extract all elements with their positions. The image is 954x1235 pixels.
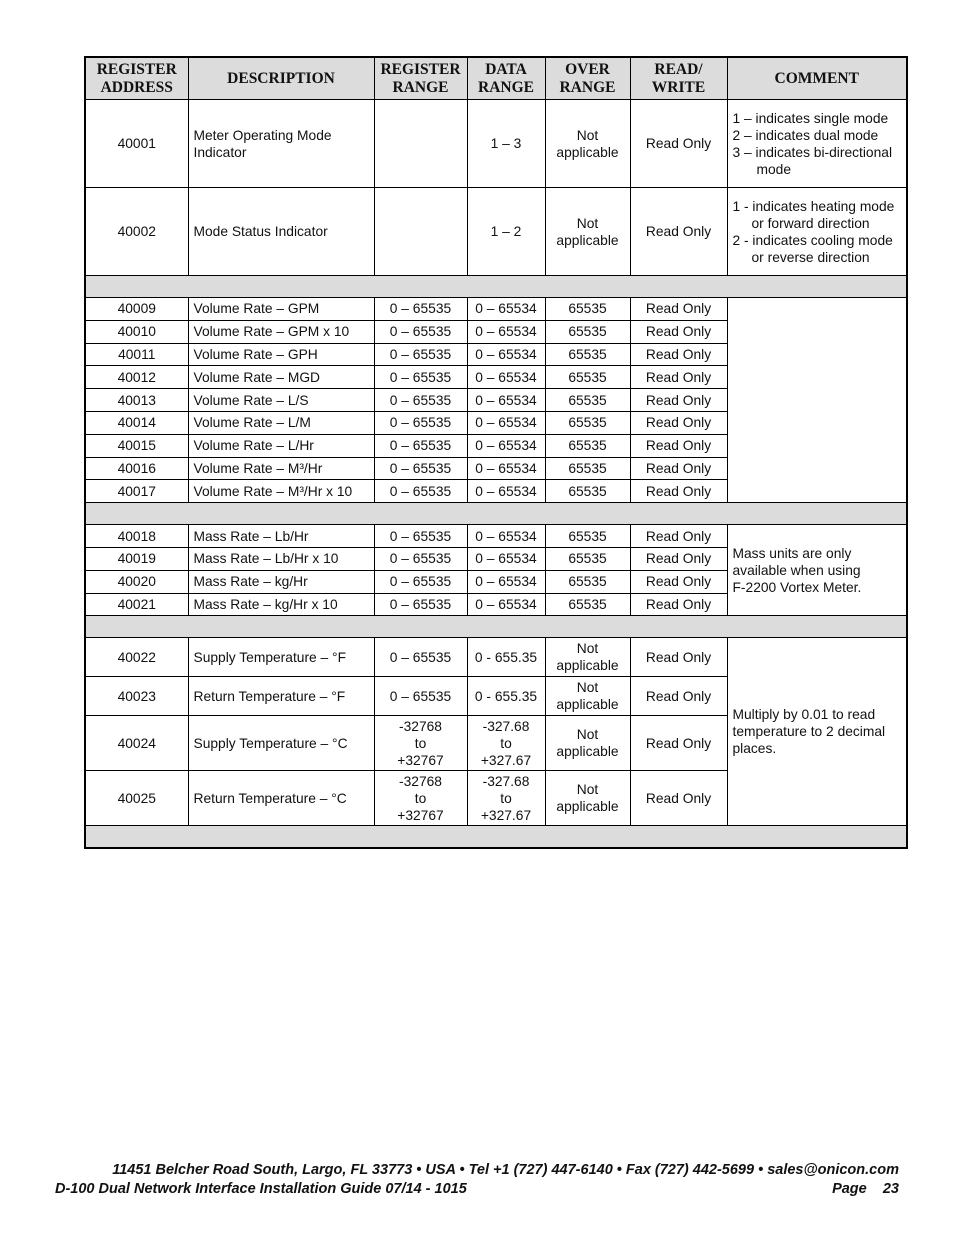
cell-description: Volume Rate – MGD: [188, 366, 374, 389]
cell-read-write: Read Only: [630, 638, 727, 677]
cell-address: 40002: [85, 188, 188, 276]
cell-over-range: Not applicable: [545, 638, 630, 677]
cell-register-range: 0 – 65535: [374, 411, 467, 434]
cell-address: 40001: [85, 100, 188, 188]
header-register-range: REGISTER RANGE: [374, 57, 467, 100]
header-over-range: OVER RANGE: [545, 57, 630, 100]
cell-description: Mode Status Indicator: [188, 188, 374, 276]
cell-description: Mass Rate – kg/Hr x 10: [188, 593, 374, 616]
table-row: [85, 188, 907, 276]
cell-read-write: Read Only: [630, 188, 727, 276]
cell-data-range: 0 – 65534: [467, 298, 545, 321]
cell-read-write: Read Only: [630, 480, 727, 503]
footer-document-title: D-100 Dual Network Interface Installation Guide 07/14 - 1015: [55, 1181, 467, 1197]
footer-page: [832, 1181, 899, 1197]
table-row: [85, 298, 907, 321]
cell-address: 40011: [85, 343, 188, 366]
cell-description: Mass Rate – Lb/Hr: [188, 525, 374, 548]
cell-data-range: 0 – 65534: [467, 457, 545, 480]
cell-data-range: 0 - 655.35: [467, 638, 545, 677]
cell-description: Supply Temperature – °C: [188, 716, 374, 771]
cell-register-range: [374, 100, 467, 188]
footer-contact: 11451 Belcher Road South, Largo, FL 33773 • USA • Tel +1 (727) 447-6140 • Fax (727) 442-5699 • sales@onicon.com: [112, 1162, 899, 1178]
cell-data-range: 0 – 65534: [467, 411, 545, 434]
cell-read-write: Read Only: [630, 298, 727, 321]
cell-data-range: 0 – 65534: [467, 389, 545, 412]
cell-read-write: Read Only: [630, 716, 727, 771]
cell-register-range: 0 – 65535: [374, 320, 467, 343]
section-separator: [85, 616, 907, 638]
cell-register-range: 0 – 65535: [374, 366, 467, 389]
cell-address: 40021: [85, 593, 188, 616]
cell-read-write: Read Only: [630, 525, 727, 548]
cell-read-write: Read Only: [630, 100, 727, 188]
table-row: [85, 100, 907, 188]
cell-data-range: 0 - 655.35: [467, 677, 545, 716]
cell-comment-mass: Mass units are only available when using F-2200 Vortex Meter.: [727, 525, 907, 616]
header-read-write: READ/ WRITE: [630, 57, 727, 100]
cell-description: Volume Rate – GPH: [188, 343, 374, 366]
cell-register-range: 0 – 65535: [374, 677, 467, 716]
cell-description: Volume Rate – GPM: [188, 298, 374, 321]
cell-over-range: 65535: [545, 366, 630, 389]
cell-address: 40024: [85, 716, 188, 771]
cell-description: Volume Rate – L/S: [188, 389, 374, 412]
cell-over-range: Not applicable: [545, 716, 630, 771]
cell-description: Volume Rate – M³/Hr: [188, 457, 374, 480]
header-description: DESCRIPTION: [188, 57, 374, 100]
cell-register-range: -32768 to +32767: [374, 771, 467, 826]
cell-read-write: Read Only: [630, 457, 727, 480]
cell-data-range: -327.68 to +327.67: [467, 771, 545, 826]
cell-over-range: 65535: [545, 298, 630, 321]
page-label: Page: [832, 1181, 867, 1197]
cell-over-range: Not applicable: [545, 771, 630, 826]
cell-description: Supply Temperature – °F: [188, 638, 374, 677]
cell-address: 40017: [85, 480, 188, 503]
cell-data-range: 1 – 2: [467, 188, 545, 276]
cell-register-range: 0 – 65535: [374, 298, 467, 321]
cell-read-write: Read Only: [630, 366, 727, 389]
section-separator: [85, 503, 907, 525]
cell-read-write: Read Only: [630, 547, 727, 570]
cell-register-range: 0 – 65535: [374, 547, 467, 570]
cell-address: 40025: [85, 771, 188, 826]
cell-over-range: 65535: [545, 320, 630, 343]
cell-register-range: 0 – 65535: [374, 343, 467, 366]
cell-read-write: Read Only: [630, 570, 727, 593]
cell-read-write: Read Only: [630, 343, 727, 366]
cell-read-write: Read Only: [630, 411, 727, 434]
cell-description: Mass Rate – kg/Hr: [188, 570, 374, 593]
cell-data-range: 0 – 65534: [467, 525, 545, 548]
cell-description: Volume Rate – M³/Hr x 10: [188, 480, 374, 503]
header-comment: COMMENT: [727, 57, 907, 100]
cell-address: 40014: [85, 411, 188, 434]
table-row: [85, 525, 907, 548]
cell-description: Return Temperature – °C: [188, 771, 374, 826]
table-header-row: [85, 57, 907, 100]
cell-data-range: 1 – 3: [467, 100, 545, 188]
cell-address: 40023: [85, 677, 188, 716]
cell-description: Mass Rate – Lb/Hr x 10: [188, 547, 374, 570]
cell-data-range: 0 – 65534: [467, 480, 545, 503]
cell-read-write: Read Only: [630, 320, 727, 343]
cell-over-range: 65535: [545, 593, 630, 616]
cell-read-write: Read Only: [630, 771, 727, 826]
cell-address: 40016: [85, 457, 188, 480]
cell-data-range: 0 – 65534: [467, 320, 545, 343]
cell-description: Volume Rate – GPM x 10: [188, 320, 374, 343]
cell-over-range: 65535: [545, 389, 630, 412]
cell-data-range: 0 – 65534: [467, 593, 545, 616]
cell-register-range: 0 – 65535: [374, 570, 467, 593]
cell-address: 40013: [85, 389, 188, 412]
cell-description: Return Temperature – °F: [188, 677, 374, 716]
header-data-range: DATA RANGE: [467, 57, 545, 100]
cell-register-range: 0 – 65535: [374, 525, 467, 548]
cell-register-range: 0 – 65535: [374, 457, 467, 480]
cell-over-range: Not applicable: [545, 100, 630, 188]
cell-comment-temperature: Multiply by 0.01 to read temperature to 2 decimal places.: [727, 638, 907, 826]
cell-data-range: 0 – 65534: [467, 570, 545, 593]
cell-address: 40022: [85, 638, 188, 677]
cell-register-range: [374, 188, 467, 276]
cell-over-range: 65535: [545, 480, 630, 503]
cell-register-range: 0 – 65535: [374, 389, 467, 412]
cell-data-range: 0 – 65534: [467, 343, 545, 366]
section-separator: [85, 826, 907, 849]
cell-address: 40020: [85, 570, 188, 593]
cell-over-range: 65535: [545, 547, 630, 570]
cell-over-range: 65535: [545, 411, 630, 434]
cell-description: Volume Rate – L/M: [188, 411, 374, 434]
cell-data-range: 0 – 65534: [467, 366, 545, 389]
cell-register-range: 0 – 65535: [374, 480, 467, 503]
cell-comment: 1 - indicates heating mode or forward direction 2 - indicates cooling mode or reverse direction: [727, 188, 907, 276]
cell-address: 40018: [85, 525, 188, 548]
cell-over-range: 65535: [545, 343, 630, 366]
cell-address: 40015: [85, 434, 188, 457]
cell-over-range: 65535: [545, 525, 630, 548]
cell-read-write: Read Only: [630, 593, 727, 616]
cell-over-range: 65535: [545, 434, 630, 457]
cell-read-write: Read Only: [630, 677, 727, 716]
section-separator: [85, 276, 907, 298]
cell-comment: 1 – indicates single mode 2 – indicates dual mode 3 – indicates bi-directional mode: [727, 100, 907, 188]
page-number: 23: [882, 1181, 899, 1197]
cell-comment: [727, 298, 907, 503]
cell-description: Meter Operating Mode Indicator: [188, 100, 374, 188]
cell-register-range: -32768 to +32767: [374, 716, 467, 771]
cell-address: 40009: [85, 298, 188, 321]
cell-register-range: 0 – 65535: [374, 638, 467, 677]
register-table: [84, 56, 908, 849]
header-register-address: REGISTER ADDRESS: [85, 57, 188, 100]
cell-data-range: -327.68 to +327.67: [467, 716, 545, 771]
cell-address: 40019: [85, 547, 188, 570]
cell-over-range: Not applicable: [545, 677, 630, 716]
cell-read-write: Read Only: [630, 434, 727, 457]
footer-doc-line: [55, 1181, 899, 1197]
cell-data-range: 0 – 65534: [467, 434, 545, 457]
cell-description: Volume Rate – L/Hr: [188, 434, 374, 457]
cell-over-range: 65535: [545, 570, 630, 593]
cell-register-range: 0 – 65535: [374, 593, 467, 616]
cell-over-range: 65535: [545, 457, 630, 480]
cell-read-write: Read Only: [630, 389, 727, 412]
cell-over-range: Not applicable: [545, 188, 630, 276]
cell-address: 40010: [85, 320, 188, 343]
cell-register-range: 0 – 65535: [374, 434, 467, 457]
table-row: [85, 638, 907, 677]
cell-address: 40012: [85, 366, 188, 389]
cell-data-range: 0 – 65534: [467, 547, 545, 570]
